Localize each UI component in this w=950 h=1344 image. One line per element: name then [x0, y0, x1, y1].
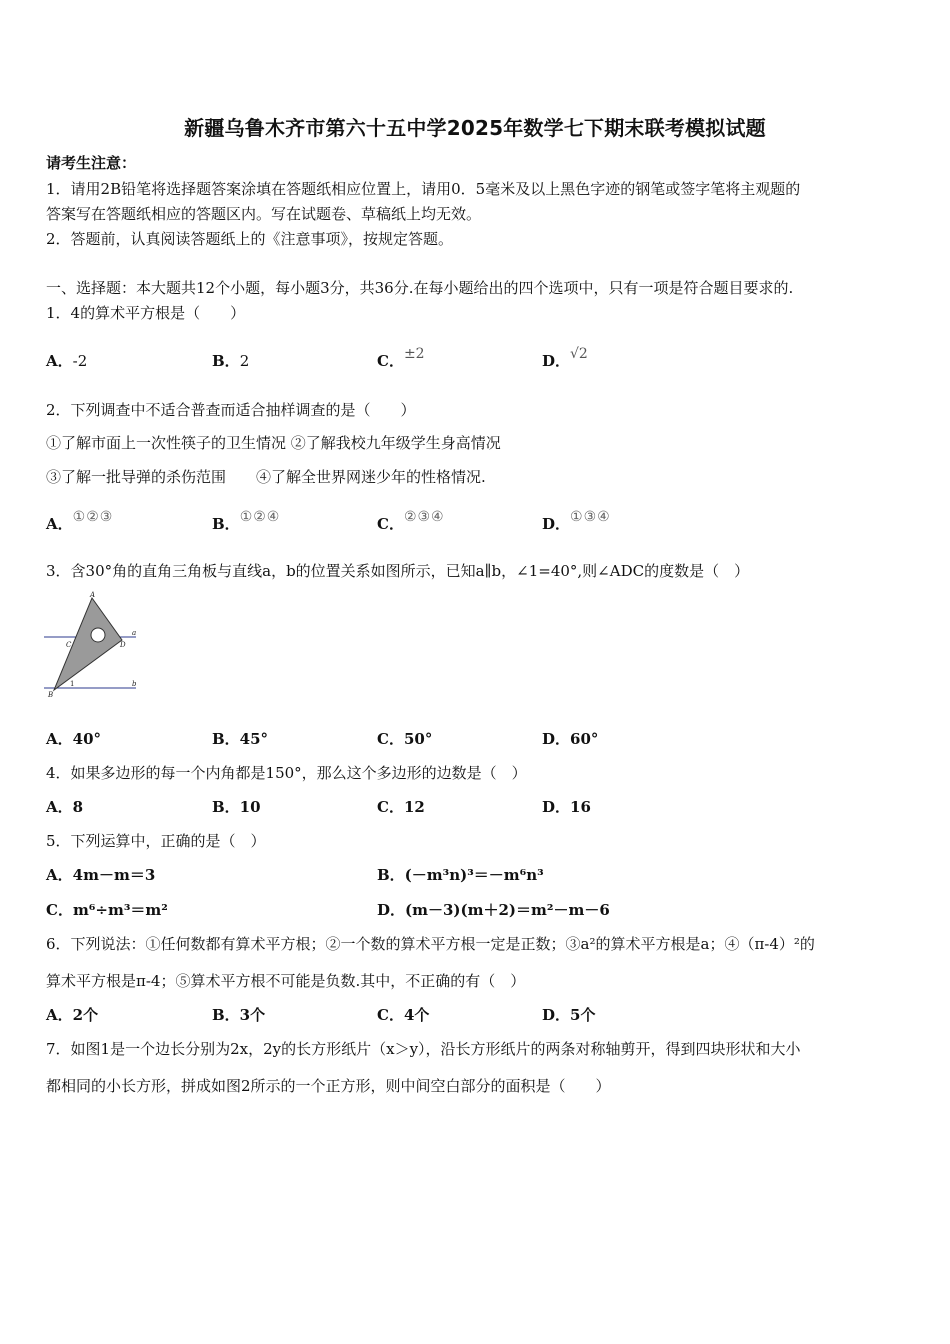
q3-option-c: C．50°: [377, 730, 433, 748]
label-line-b: b: [132, 680, 137, 688]
triangle-board: [54, 598, 122, 690]
q4-option-c: C．12: [377, 798, 425, 816]
q6-option-a: A．2个: [46, 1006, 99, 1024]
q3-option-d: D．60°: [542, 730, 599, 748]
notice-heading: 请考生注意：: [46, 154, 137, 172]
q5-stem: 5．下列运算中，正确的是（ ）: [46, 832, 266, 850]
q2-option-d: D．①③④: [542, 509, 611, 533]
q5-option-d: D．(m－3)(m＋2)＝m²－m－6: [377, 901, 610, 919]
q4-option-b: B．10: [212, 798, 261, 816]
label-a-vertex: A: [90, 591, 96, 599]
q3-triangle-figure: [44, 590, 144, 700]
q1-option-a: A．-2: [46, 352, 88, 370]
q2-line-1: ①了解市面上一次性筷子的卫生情况 ②了解我校九年级学生身高情况: [46, 434, 501, 452]
label-angle-1: 1: [70, 680, 75, 688]
page-title: 新疆乌鲁木齐市第六十五中学2025年数学七下期末联考模拟试题: [184, 116, 766, 140]
q1-option-b: B．2: [212, 352, 250, 370]
q2-stem: 2．下列调查中不适合普查而适合抽样调查的是（ ）: [46, 401, 416, 419]
q5-option-a: A．4m－m＝3: [46, 866, 156, 884]
q1-option-c: C．±2: [377, 346, 425, 370]
q2-option-a: A．①②③: [46, 509, 114, 533]
notice-item-1a: 1．请用2B铅笔将选择题答案涂填在答题纸相应位置上，请用0．5毫米及以上黑色字迹的钢笔或签字笔将主观题的: [46, 180, 801, 198]
q5-option-c: C．m⁶÷m³＝m²: [46, 901, 168, 919]
q4-stem: 4．如果多边形的每一个内角都是150°，那么这个多边形的边数是（ ）: [46, 764, 527, 782]
q6-option-d: D．5个: [542, 1006, 596, 1024]
q4-option-a: A．8: [46, 798, 84, 816]
q1-option-d: D．√2: [542, 346, 588, 370]
q6-option-c: C．4个: [377, 1006, 430, 1024]
q3-stem: 3．含30°角的直角三角板与直线a，b的位置关系如图所示，已知a∥b，∠1=40°,则∠ADC的度数是（ ）: [46, 562, 750, 580]
q3-option-b: B．45°: [212, 730, 269, 748]
q4-option-d: D．16: [542, 798, 591, 816]
q7-stem-1: 7．如图1是一个边长分别为2x，2y的长方形纸片（x＞y），沿长方形纸片的两条对称轴剪开，得到四块形状和大小: [46, 1040, 801, 1058]
q5-option-b: B．(－m³n)³＝－m⁶n³: [377, 866, 544, 884]
label-c-point: C: [66, 641, 72, 649]
q3-option-a: A．40°: [46, 730, 102, 748]
q2-option-c: C．②③④: [377, 509, 445, 533]
label-b-vertex: B: [48, 691, 54, 699]
q6-stem-2: 算术平方根是π-4；⑤算术平方根不可能是负数.其中，不正确的有（ ）: [46, 972, 526, 990]
label-line-a: a: [132, 629, 137, 637]
triangle-hole: [91, 628, 105, 642]
q2-line-2: ③了解一批导弹的杀伤范围 ④了解全世界网迷少年的性格情况.: [46, 468, 486, 486]
q7-stem-2: 都相同的小长方形，拼成如图2所示的一个正方形，则中间空白部分的面积是（ ）: [46, 1077, 611, 1095]
notice-item-1b: 答案写在答题纸相应的答题区内。写在试题卷、草稿纸上均无效。: [46, 205, 482, 223]
q2-option-b: B．①②④: [212, 509, 281, 533]
q1-stem: 1．4的算术平方根是（ ）: [46, 304, 246, 322]
section-1-heading: 一、选择题：本大题共12个小题，每小题3分，共36分.在每小题给出的四个选项中，只有一项是符合题目要求的.: [46, 279, 794, 297]
notice-item-2: 2．答题前，认真阅读答题纸上的《注意事项》，按规定答题。: [46, 230, 454, 248]
label-d-point: D: [120, 641, 126, 649]
q6-stem-1: 6．下列说法：①任何数都有算术平方根；②一个数的算术平方根一定是正数；③a²的算术平方根是a；④（π-4）²的: [46, 935, 815, 953]
q6-option-b: B．3个: [212, 1006, 266, 1024]
